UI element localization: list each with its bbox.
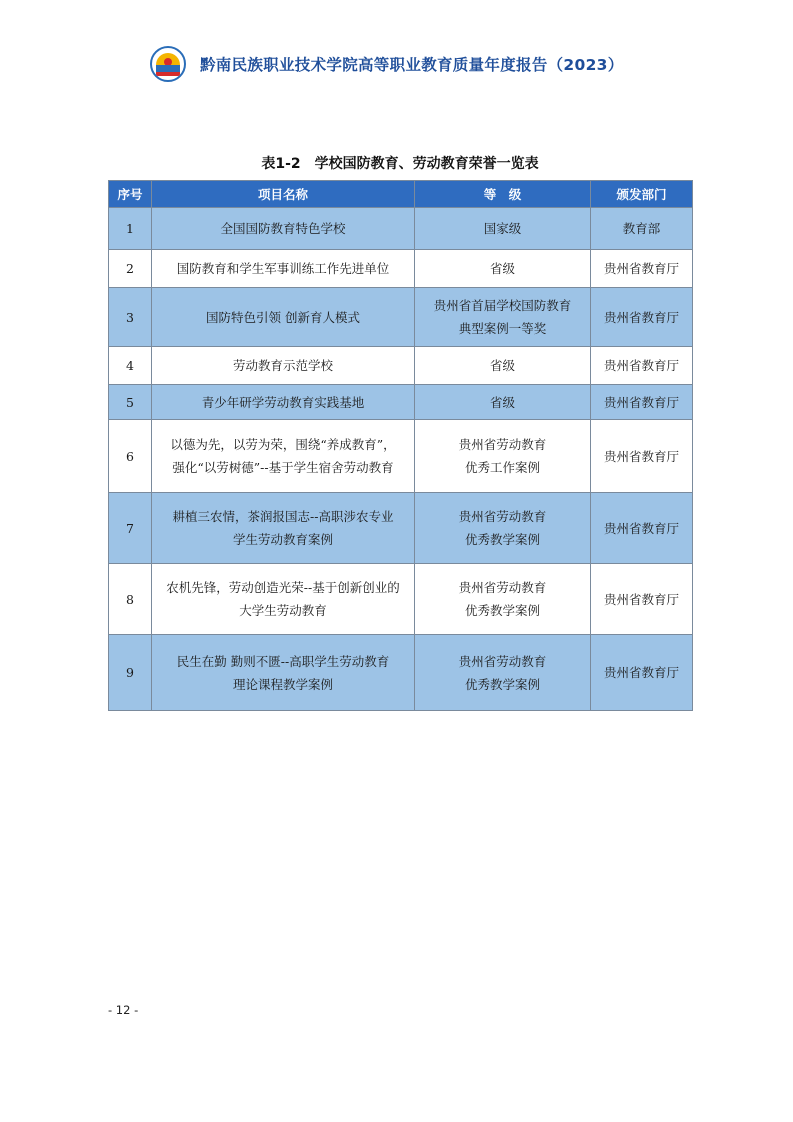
cell-project-name-line: 全国国防教育特色学校	[220, 221, 346, 236]
cell-level-line: 贵州省首届学校国防教育	[433, 298, 572, 313]
cell-level-line: 贵州省劳动教育	[458, 580, 547, 595]
cell-dept: 贵州省教育厅	[591, 250, 693, 288]
cell-level-line: 贵州省劳动教育	[458, 653, 547, 669]
cell-project-name-line: 以德为先，以劳为荣，围绕“养成教育”，	[170, 437, 396, 452]
table-row	[109, 347, 693, 385]
cell-dept: 贵州省教育厅	[591, 288, 693, 347]
cell-no: 4	[109, 347, 152, 385]
page-header	[150, 44, 670, 84]
cell-project-name	[152, 250, 415, 288]
cell-level-line: 优秀教学案例	[464, 532, 540, 547]
column-header-dept: 颁发部门	[591, 181, 693, 208]
cell-project-name	[152, 208, 415, 250]
cell-dept: 贵州省教育厅	[591, 564, 693, 635]
page-number: - 12 -	[108, 1003, 139, 1017]
cell-dept: 贵州省教育厅	[591, 420, 693, 493]
cell-no: 1	[109, 208, 152, 250]
cell-level-line: 省级	[489, 261, 515, 276]
cell-level-line: 典型案例一等奖	[458, 321, 547, 336]
cell-level	[415, 493, 591, 564]
cell-level	[415, 347, 591, 385]
table-row	[109, 288, 693, 347]
cell-dept: 贵州省教育厅	[591, 635, 693, 711]
cell-dept: 贵州省教育厅	[591, 385, 693, 420]
cell-level	[415, 385, 591, 420]
cell-project-name-line: 耕植三农情，茶润报国志--高职涉农专业	[172, 509, 394, 524]
table-row	[109, 385, 693, 420]
school-emblem-icon	[150, 46, 186, 82]
table-row	[109, 635, 693, 711]
column-header-level: 等 级	[415, 181, 591, 208]
cell-no: 6	[109, 420, 152, 493]
cell-level-line: 优秀工作案例	[464, 460, 540, 475]
cell-dept: 贵州省教育厅	[591, 493, 693, 564]
cell-level-line: 国家级	[483, 221, 522, 236]
cell-project-name-line: 理论课程教学案例	[232, 676, 333, 692]
cell-project-name-line: 劳动教育示范学校	[232, 358, 333, 373]
honors-table	[108, 180, 693, 711]
cell-level-line: 优秀教学案例	[464, 603, 540, 618]
cell-project-name-line: 强化“以劳树德”--基于学生宿舍劳动教育	[172, 460, 394, 475]
cell-level	[415, 250, 591, 288]
cell-project-name	[152, 564, 415, 635]
report-title: 黔南民族职业技术学院高等职业教育质量年度报告（2023）	[200, 56, 624, 74]
table-row	[109, 493, 693, 564]
cell-level-line: 省级	[489, 394, 515, 410]
column-header-no: 序号	[109, 181, 152, 208]
table-header-row	[109, 181, 693, 208]
cell-level-line: 贵州省劳动教育	[458, 509, 547, 524]
table-row	[109, 564, 693, 635]
cell-level-line: 贵州省劳动教育	[458, 437, 547, 452]
cell-project-name	[152, 493, 415, 564]
cell-no: 7	[109, 493, 152, 564]
cell-no: 5	[109, 385, 152, 420]
cell-level-line: 省级	[489, 358, 515, 373]
table-caption: 表1-2 学校国防教育、劳动教育荣誉一览表	[261, 156, 539, 172]
cell-level	[415, 288, 591, 347]
cell-project-name-line: 学生劳动教育案例	[232, 532, 333, 547]
cell-dept: 贵州省教育厅	[591, 347, 693, 385]
cell-level	[415, 564, 591, 635]
table-row	[109, 420, 693, 493]
table-row	[109, 208, 693, 250]
cell-project-name	[152, 385, 415, 420]
cell-no: 8	[109, 564, 152, 635]
cell-no: 3	[109, 288, 152, 347]
column-header-name: 项目名称	[152, 181, 415, 208]
cell-project-name	[152, 347, 415, 385]
cell-project-name-line: 国防特色引领 创新育人模式	[206, 309, 360, 325]
cell-level	[415, 208, 591, 250]
cell-project-name-line: 农机先锋，劳动创造光荣--基于创新创业的	[166, 580, 400, 595]
cell-level	[415, 635, 591, 711]
cell-dept: 教育部	[591, 208, 693, 250]
cell-project-name-line: 大学生劳动教育	[239, 603, 327, 618]
cell-project-name	[152, 288, 415, 347]
cell-project-name-line: 民生在勤 勤则不匮--高职学生劳动教育	[176, 653, 390, 669]
cell-no: 2	[109, 250, 152, 288]
cell-project-name	[152, 635, 415, 711]
table-row	[109, 250, 693, 288]
cell-project-name	[152, 420, 415, 493]
cell-level-line: 优秀教学案例	[464, 676, 540, 692]
cell-project-name-line: 国防教育和学生军事训练工作先进单位	[176, 261, 390, 276]
cell-level	[415, 420, 591, 493]
cell-no: 9	[109, 635, 152, 711]
cell-project-name-line: 青少年研学劳动教育实践基地	[201, 394, 365, 410]
